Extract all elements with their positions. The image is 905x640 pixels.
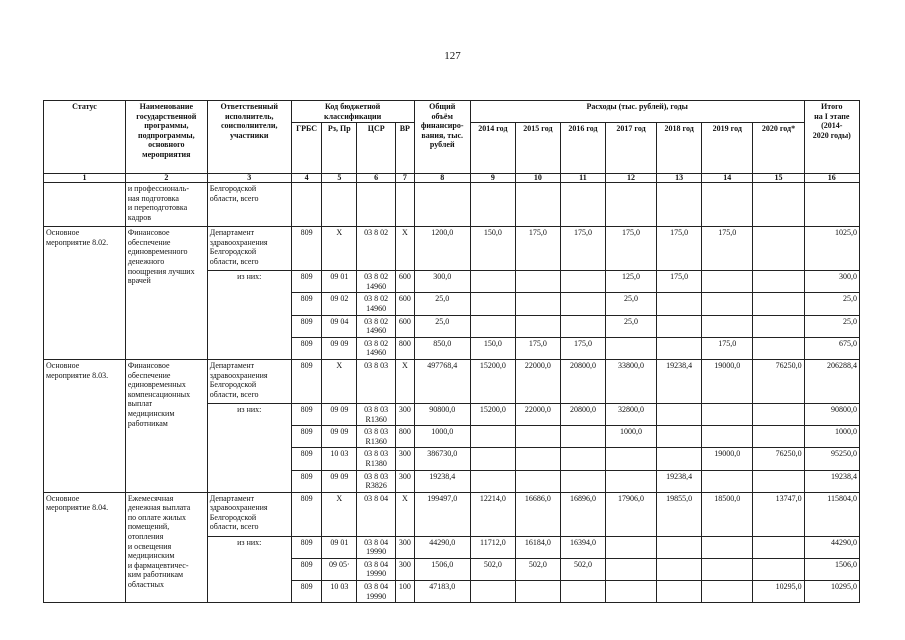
cell-v2019	[702, 403, 753, 425]
cell-v2017: 25,0	[605, 315, 656, 337]
column-number-row	[44, 174, 860, 183]
cell-rzpr: 10 03	[322, 581, 357, 603]
cell-v2020: 13747,0	[753, 492, 804, 536]
table-row	[44, 359, 860, 403]
cell-csr: 03 8 04 19990	[357, 536, 396, 558]
cell-v2019	[702, 470, 753, 492]
cell-stage: 95250,0	[804, 448, 859, 470]
cell-v2019	[702, 293, 753, 315]
cell-v2017: 33800,0	[605, 359, 656, 403]
column-number: 9	[470, 174, 515, 183]
cell-total: 497768,4	[414, 359, 470, 403]
column-number: 10	[515, 174, 560, 183]
cell-stage: 90800,0	[804, 403, 859, 425]
cell-v2019	[702, 536, 753, 558]
cell-v2014	[470, 271, 515, 293]
cell-rzpr: 09 04	[322, 315, 357, 337]
cell-grbs: 809	[291, 558, 322, 580]
cell-v2019	[702, 315, 753, 337]
cell-vr: 600	[396, 271, 414, 293]
cell-vr: 800	[396, 426, 414, 448]
cell-vr: 600	[396, 315, 414, 337]
cell-v2020	[753, 271, 804, 293]
table-row	[44, 227, 860, 271]
header-budget-code: Код бюджетной классификации	[291, 101, 414, 123]
cell-v2015: 175,0	[515, 227, 560, 271]
row-status: Основное мероприятие 8.04.	[44, 492, 126, 603]
cell-grbs: 809	[291, 581, 322, 603]
row-program-name: Ежемесячная денежная выплата по оплате жилых помещений, отопления и освещения медицинским и фармацевтичес- ким работникам областных	[125, 492, 207, 603]
cell-v2017: 32800,0	[605, 403, 656, 425]
cell-v2018	[657, 403, 702, 425]
cell-v2017	[605, 581, 656, 603]
cell-csr: 03 8 02 14960	[357, 337, 396, 359]
cell-v2015: 502,0	[515, 558, 560, 580]
cell-vr: 100	[396, 581, 414, 603]
cell-v2014: 12214,0	[470, 492, 515, 536]
column-number: 3	[207, 174, 291, 183]
cell-v2016	[560, 581, 605, 603]
cell-v2018	[657, 315, 702, 337]
cell-stage: 25,0	[804, 315, 859, 337]
cell-v2019: 175,0	[702, 337, 753, 359]
cell-grbs: 809	[291, 426, 322, 448]
column-number: 1	[44, 174, 126, 183]
row-executor-sub: из них:	[207, 536, 291, 603]
table-body	[44, 174, 860, 603]
cell-total: 90800,0	[414, 403, 470, 425]
cell-stage: 19238,4	[804, 470, 859, 492]
cell-grbs: 809	[291, 293, 322, 315]
cell-csr: 03 8 02 14960	[357, 293, 396, 315]
row-executor: Департамент здравоохранения Белгородской области, всего	[207, 227, 291, 271]
header-status: Статус	[44, 101, 126, 174]
cell-vr: 300	[396, 558, 414, 580]
cell-grbs: 809	[291, 403, 322, 425]
row-executor-sub: из них:	[207, 271, 291, 360]
cell-v2016	[560, 470, 605, 492]
cell-vr: Х	[396, 492, 414, 536]
cell-grbs: 809	[291, 337, 322, 359]
cell-vr: 300	[396, 403, 414, 425]
cell-v2016	[560, 315, 605, 337]
cell-v2016: 20800,0	[560, 403, 605, 425]
cell-v2015	[515, 581, 560, 603]
cell-v2018	[657, 448, 702, 470]
cell-total: 19238,4	[414, 470, 470, 492]
cell-v2014: 150,0	[470, 337, 515, 359]
cell-v2020: 76250,0	[753, 448, 804, 470]
cell-v2018	[657, 558, 702, 580]
cell-v2015	[515, 293, 560, 315]
cell-v2018	[657, 293, 702, 315]
cell-v2016	[560, 293, 605, 315]
cell-v2014	[470, 315, 515, 337]
cell-v2020	[753, 558, 804, 580]
cell-grbs: 809	[291, 315, 322, 337]
page-number: 127	[444, 50, 461, 62]
cell-v2015: 16686,0	[515, 492, 560, 536]
cell-v2019: 19000,0	[702, 448, 753, 470]
cell-v2017: 25,0	[605, 293, 656, 315]
cell-total: 1506,0	[414, 558, 470, 580]
column-number: 2	[125, 174, 207, 183]
cell-rzpr: 09 09	[322, 470, 357, 492]
row-program-name: Финансовое обеспечение единовременного денежного поощрения лучших врачей	[125, 227, 207, 360]
cell-vr: 300	[396, 470, 414, 492]
header-expenses: Расходы (тыс. рублей), годы	[470, 101, 804, 123]
header-y2015: 2015 год	[515, 123, 560, 174]
cell-grbs: 809	[291, 271, 322, 293]
cell-v2015	[515, 426, 560, 448]
cell-v2019	[702, 426, 753, 448]
cell-v2014	[470, 448, 515, 470]
continuation-executor: Белгородской области, всего	[207, 183, 291, 227]
cell-total: 44290,0	[414, 536, 470, 558]
cell-v2018: 19238,4	[657, 470, 702, 492]
cell-v2020	[753, 403, 804, 425]
cell-v2015	[515, 315, 560, 337]
cell-rzpr: 09 02	[322, 293, 357, 315]
cell-v2015	[515, 271, 560, 293]
header-grbs: ГРБС	[291, 123, 322, 174]
header-y2014: 2014 год	[470, 123, 515, 174]
cell-v2017: 125,0	[605, 271, 656, 293]
column-number: 11	[560, 174, 605, 183]
cell-v2020	[753, 293, 804, 315]
cell-v2017: 175,0	[605, 227, 656, 271]
cell-rzpr: Х	[322, 492, 357, 536]
header-rzpr: Рз, Пр	[322, 123, 357, 174]
cell-v2018: 175,0	[657, 271, 702, 293]
row-program-name: Финансовое обеспечение единовременных компенсационных выплат медицинским работникам	[125, 359, 207, 492]
cell-rzpr: 09 09	[322, 337, 357, 359]
cell-vr: 300	[396, 448, 414, 470]
cell-csr: 03 8 03 R1360	[357, 403, 396, 425]
header-y2019: 2019 год	[702, 123, 753, 174]
column-number: 16	[804, 174, 859, 183]
cell-stage: 25,0	[804, 293, 859, 315]
continuation-status-cell	[44, 183, 126, 227]
cell-total: 1200,0	[414, 227, 470, 271]
cell-v2018: 175,0	[657, 227, 702, 271]
cell-v2016: 175,0	[560, 337, 605, 359]
cell-csr: 03 8 04 19990	[357, 558, 396, 580]
cell-v2016	[560, 426, 605, 448]
continuation-row	[44, 183, 860, 227]
cell-rzpr: Х	[322, 227, 357, 271]
cell-grbs: 809	[291, 492, 322, 536]
column-number: 8	[414, 174, 470, 183]
cell-v2016: 16896,0	[560, 492, 605, 536]
cell-v2017	[605, 448, 656, 470]
column-number: 4	[291, 174, 322, 183]
cell-v2019	[702, 271, 753, 293]
cell-csr: 03 8 02	[357, 227, 396, 271]
header-total-volume: Общий объём финансиро- вания, тыс. рублей	[414, 101, 470, 174]
cell-v2020: 10295,0	[753, 581, 804, 603]
header-executor: Ответственный исполнитель, соисполнители, участники	[207, 101, 291, 174]
cell-v2020	[753, 426, 804, 448]
row-executor-sub: из них:	[207, 403, 291, 492]
cell-v2017	[605, 536, 656, 558]
column-number: 7	[396, 174, 414, 183]
cell-stage: 1000,0	[804, 426, 859, 448]
column-number: 15	[753, 174, 804, 183]
cell-v2015	[515, 470, 560, 492]
cell-grbs: 809	[291, 448, 322, 470]
cell-v2014: 502,0	[470, 558, 515, 580]
cell-v2019: 18500,0	[702, 492, 753, 536]
continuation-name: и профессиональ- ная подготовка и переподготовка кадров	[125, 183, 207, 227]
cell-v2018: 19238,4	[657, 359, 702, 403]
cell-total: 850,0	[414, 337, 470, 359]
cell-v2017	[605, 558, 656, 580]
cell-v2020	[753, 536, 804, 558]
cell-v2020: 76250,0	[753, 359, 804, 403]
cell-csr: 03 8 04	[357, 492, 396, 536]
cell-stage: 300,0	[804, 271, 859, 293]
cell-csr: 03 8 03 R1360	[357, 426, 396, 448]
cell-total: 386730,0	[414, 448, 470, 470]
row-executor: Департамент здравоохранения Белгородской области, всего	[207, 492, 291, 536]
cell-v2020	[753, 227, 804, 271]
cell-v2014	[470, 470, 515, 492]
cell-v2016	[560, 271, 605, 293]
cell-v2018	[657, 426, 702, 448]
header-vr: ВР	[396, 123, 414, 174]
column-number: 13	[657, 174, 702, 183]
row-status: Основное мероприятие 8.03.	[44, 359, 126, 492]
header-y2020: 2020 год*	[753, 123, 804, 174]
cell-v2016: 16394,0	[560, 536, 605, 558]
cell-v2017	[605, 470, 656, 492]
cell-stage: 115804,0	[804, 492, 859, 536]
budget-table	[43, 100, 860, 603]
cell-v2018	[657, 536, 702, 558]
cell-stage: 1506,0	[804, 558, 859, 580]
cell-v2015: 175,0	[515, 337, 560, 359]
cell-v2014	[470, 426, 515, 448]
cell-vr: Х	[396, 227, 414, 271]
cell-v2015: 16184,0	[515, 536, 560, 558]
header-y2018: 2018 год	[657, 123, 702, 174]
cell-v2015	[515, 448, 560, 470]
cell-v2017	[605, 337, 656, 359]
cell-v2018: 19855,0	[657, 492, 702, 536]
cell-v2019: 19000,0	[702, 359, 753, 403]
cell-v2019: 175,0	[702, 227, 753, 271]
cell-vr: 300	[396, 536, 414, 558]
cell-v2020	[753, 470, 804, 492]
cell-stage: 10295,0	[804, 581, 859, 603]
cell-v2017: 1000,0	[605, 426, 656, 448]
cell-stage: 206288,4	[804, 359, 859, 403]
cell-stage: 1025,0	[804, 227, 859, 271]
cell-total: 25,0	[414, 315, 470, 337]
cell-v2014: 15200,0	[470, 403, 515, 425]
row-executor: Департамент здравоохранения Белгородской области, всего	[207, 359, 291, 403]
cell-v2014: 15200,0	[470, 359, 515, 403]
cell-v2016: 175,0	[560, 227, 605, 271]
cell-csr: 03 8 04 19990	[357, 581, 396, 603]
column-number: 14	[702, 174, 753, 183]
cell-v2015: 22000,0	[515, 403, 560, 425]
cell-vr: Х	[396, 359, 414, 403]
cell-rzpr: Х	[322, 359, 357, 403]
column-number: 5	[322, 174, 357, 183]
header-stage-total: Итого на I этапе (2014- 2020 годы)	[804, 101, 859, 174]
cell-v2019	[702, 558, 753, 580]
header-y2016: 2016 год	[560, 123, 605, 174]
cell-rzpr: 09 09	[322, 403, 357, 425]
cell-v2020	[753, 337, 804, 359]
cell-v2014	[470, 581, 515, 603]
cell-v2016	[560, 448, 605, 470]
cell-v2014: 11712,0	[470, 536, 515, 558]
cell-total: 300,0	[414, 271, 470, 293]
cell-csr: 03 8 03 R3826	[357, 470, 396, 492]
cell-v2016: 502,0	[560, 558, 605, 580]
cell-v2020	[753, 315, 804, 337]
table-row	[44, 492, 860, 536]
cell-v2014: 150,0	[470, 227, 515, 271]
cell-grbs: 809	[291, 227, 322, 271]
column-number: 12	[605, 174, 656, 183]
cell-total: 25,0	[414, 293, 470, 315]
cell-rzpr: 09 05·	[322, 558, 357, 580]
cell-rzpr: 09 09	[322, 426, 357, 448]
cell-vr: 600	[396, 293, 414, 315]
cell-csr: 03 8 03	[357, 359, 396, 403]
header-program-name: Наименование государственной программы, подпрограммы, основного мероприятия	[125, 101, 207, 174]
cell-v2017: 17906,0	[605, 492, 656, 536]
cell-v2015: 22000,0	[515, 359, 560, 403]
header-csr: ЦСР	[357, 123, 396, 174]
cell-total: 199497,0	[414, 492, 470, 536]
cell-stage: 675,0	[804, 337, 859, 359]
cell-v2018	[657, 337, 702, 359]
cell-v2019	[702, 581, 753, 603]
cell-grbs: 809	[291, 359, 322, 403]
column-number: 6	[357, 174, 396, 183]
cell-csr: 03 8 03 R1380	[357, 448, 396, 470]
cell-v2014	[470, 293, 515, 315]
cell-v2018	[657, 581, 702, 603]
cell-total: 47183,0	[414, 581, 470, 603]
row-status: Основное мероприятие 8.02.	[44, 227, 126, 360]
cell-rzpr: 09 01	[322, 271, 357, 293]
cell-grbs: 809	[291, 470, 322, 492]
cell-total: 1000,0	[414, 426, 470, 448]
header-y2017: 2017 год	[605, 123, 656, 174]
cell-v2016: 20800,0	[560, 359, 605, 403]
cell-csr: 03 8 02 14960	[357, 271, 396, 293]
cell-stage: 44290,0	[804, 536, 859, 558]
cell-csr: 03 8 02 14960	[357, 315, 396, 337]
cell-vr: 800	[396, 337, 414, 359]
cell-grbs: 809	[291, 536, 322, 558]
cell-rzpr: 09 01	[322, 536, 357, 558]
cell-rzpr: 10 03	[322, 448, 357, 470]
